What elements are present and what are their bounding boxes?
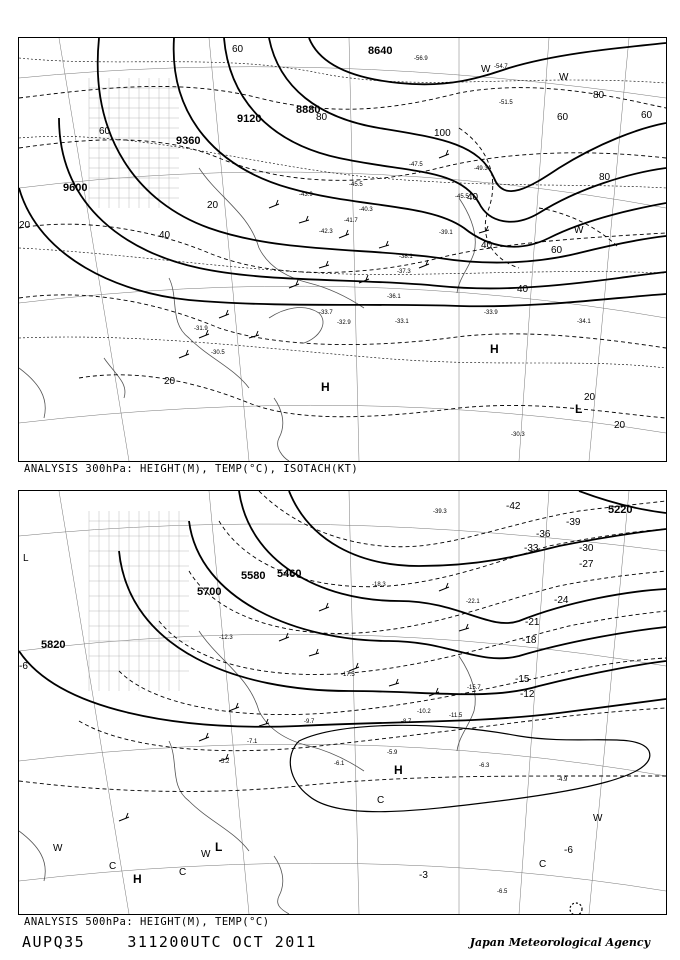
warm-symbol: W [574, 225, 584, 236]
temp-label: -41.7 [344, 218, 358, 224]
valid-time: 311200UTC OCT 2011 [127, 933, 317, 951]
map-500hpa [18, 490, 667, 915]
temp-label: -32.9 [337, 320, 351, 326]
cold-symbol: C [539, 859, 547, 870]
isotach-label: 40 [159, 230, 171, 241]
temp-label: -47.5 [409, 162, 423, 168]
temp-label: -5.2 [219, 759, 230, 765]
coastlines [19, 168, 475, 461]
temp-label: -15.7 [467, 685, 481, 691]
temp-label: -45.5 [455, 194, 469, 200]
temp-label: -42.3 [319, 229, 333, 235]
map-500hpa-canvas [19, 491, 666, 914]
isotach-label: 40 [481, 240, 493, 251]
isotach-label: 40 [517, 284, 529, 295]
high-pressure-symbol: H [321, 380, 330, 394]
bottom-map-caption: ANALYSIS 500hPa: HEIGHT(M), TEMP(°C) [24, 916, 270, 928]
height-label: 5220 [608, 504, 633, 516]
temp-label: -6.1 [334, 761, 345, 767]
isotherm-label: -30 [579, 543, 594, 554]
height-contours [19, 38, 666, 306]
grid-hatch [89, 511, 189, 691]
isotach-label: 60 [99, 126, 111, 137]
isotherm-label: -6 [564, 845, 573, 856]
high-pressure-symbol: H [394, 763, 403, 777]
isotach-label: 80 [316, 112, 328, 123]
isotherm-label: -3 [419, 870, 428, 881]
isotach-label: 40 [467, 192, 479, 203]
isotherm-label: -24 [554, 595, 569, 606]
isotach-label: 60 [641, 110, 653, 121]
temp-label: -10.2 [417, 709, 431, 715]
grid-hatch [89, 78, 179, 208]
isotach-label: 20 [207, 200, 219, 211]
warm-symbol: W [481, 64, 491, 75]
temp-label: -45.5 [349, 182, 363, 188]
temp-label: -43.9 [299, 192, 313, 198]
isotherm-label: -12 [520, 689, 535, 700]
low-pressure-symbol: L [575, 402, 583, 416]
isotherm-label: -18 [522, 635, 537, 646]
height-label: 5580 [241, 570, 266, 582]
low-pressure-symbol: L [23, 553, 29, 564]
isotherm-label: -15 [515, 674, 530, 685]
height-label: 8880 [296, 104, 321, 116]
temp-label: -6.3 [479, 763, 490, 769]
temp-label: -38.1 [399, 254, 413, 260]
warm-symbol: W [53, 843, 63, 854]
temp-label: -5.9 [387, 750, 398, 756]
cold-symbol: C [179, 867, 187, 878]
temp-label: -22.1 [466, 599, 480, 605]
top-map-caption: ANALYSIS 300hPa: HEIGHT(M), TEMP(°C), ISOTACH(KT) [24, 463, 359, 475]
isotach-label: 20 [614, 420, 626, 431]
temp-label: -8.7 [401, 719, 412, 725]
height-label: 5820 [41, 639, 66, 651]
temp-label: -33.9 [484, 310, 498, 316]
map-300hpa [18, 37, 667, 462]
isotherm-label: -33 [524, 543, 539, 554]
temp-label: -36.1 [387, 294, 401, 300]
temp-label: -34.1 [577, 319, 591, 325]
temp-label: -33.7 [319, 310, 333, 316]
warm-symbol: W [201, 849, 211, 860]
isotherm-label: -27 [579, 559, 594, 570]
temp-label: -12.3 [219, 635, 233, 641]
isotachs [19, 86, 666, 418]
height-label: 9120 [237, 113, 262, 125]
wind-barbs [179, 150, 489, 358]
temp-label: -54.7 [494, 64, 508, 70]
temp-label: -39.3 [433, 509, 447, 515]
height-label: 5460 [277, 568, 302, 580]
height-label: 9600 [63, 182, 88, 194]
temp-label: -39.1 [439, 230, 453, 236]
low-pressure-symbol: L [215, 840, 223, 854]
wind-barbs [119, 583, 469, 821]
isotherm-label: -36 [536, 529, 551, 540]
temp-label: -9.7 [304, 719, 315, 725]
isotach-label: 20 [19, 220, 31, 231]
temp-label: -56.9 [414, 56, 428, 62]
temp-label: -51.5 [499, 100, 513, 106]
temp-label: -30.3 [511, 432, 525, 438]
isotach-label: 20 [584, 392, 596, 403]
isotach-label: 60 [232, 44, 244, 55]
temp-label: -49.3 [474, 166, 488, 172]
isotach-label: 100 [434, 128, 451, 139]
isotach-label: 80 [593, 90, 605, 101]
temp-label: -31.9 [194, 326, 208, 332]
height-label: 5700 [197, 586, 222, 598]
temp-label: -18.3 [372, 582, 386, 588]
isotach-label: 60 [557, 112, 569, 123]
high-pressure-symbol: H [490, 342, 499, 356]
cold-symbol: C [377, 795, 385, 806]
cold-symbol: C [109, 861, 117, 872]
isotach-label: 60 [551, 245, 563, 256]
temp-label: -37.3 [397, 269, 411, 275]
isotach-label: 20 [164, 376, 176, 387]
temp-label: -30.5 [211, 350, 225, 356]
high-pressure-symbol: H [133, 872, 142, 886]
chart-code: AUPQ35 [22, 933, 86, 951]
temp-label: -17.5 [341, 672, 355, 678]
coastlines [19, 631, 475, 914]
temp-label: -11.5 [449, 713, 463, 719]
height-label: 8640 [368, 45, 393, 57]
temp-label: -4.9 [557, 777, 568, 783]
isotherm-label: -6 [19, 661, 28, 672]
warm-symbol: W [559, 72, 569, 83]
temp-label: -7.1 [247, 739, 258, 745]
isotherm-label: -42 [506, 501, 521, 512]
map-300hpa-canvas [19, 38, 666, 461]
chart-identifier [22, 933, 317, 951]
agency-name: Japan Meteorological Agency [469, 936, 650, 949]
temp-label: -6.5 [497, 889, 508, 895]
isotach-label: 80 [599, 172, 611, 183]
isotherm-label: -21 [525, 617, 540, 628]
warm-symbol: W [593, 813, 603, 824]
temp-label: -33.1 [395, 319, 409, 325]
height-label: 9360 [176, 135, 201, 147]
temp-label: -40.3 [359, 207, 373, 213]
isotherm-label: -39 [566, 517, 581, 528]
